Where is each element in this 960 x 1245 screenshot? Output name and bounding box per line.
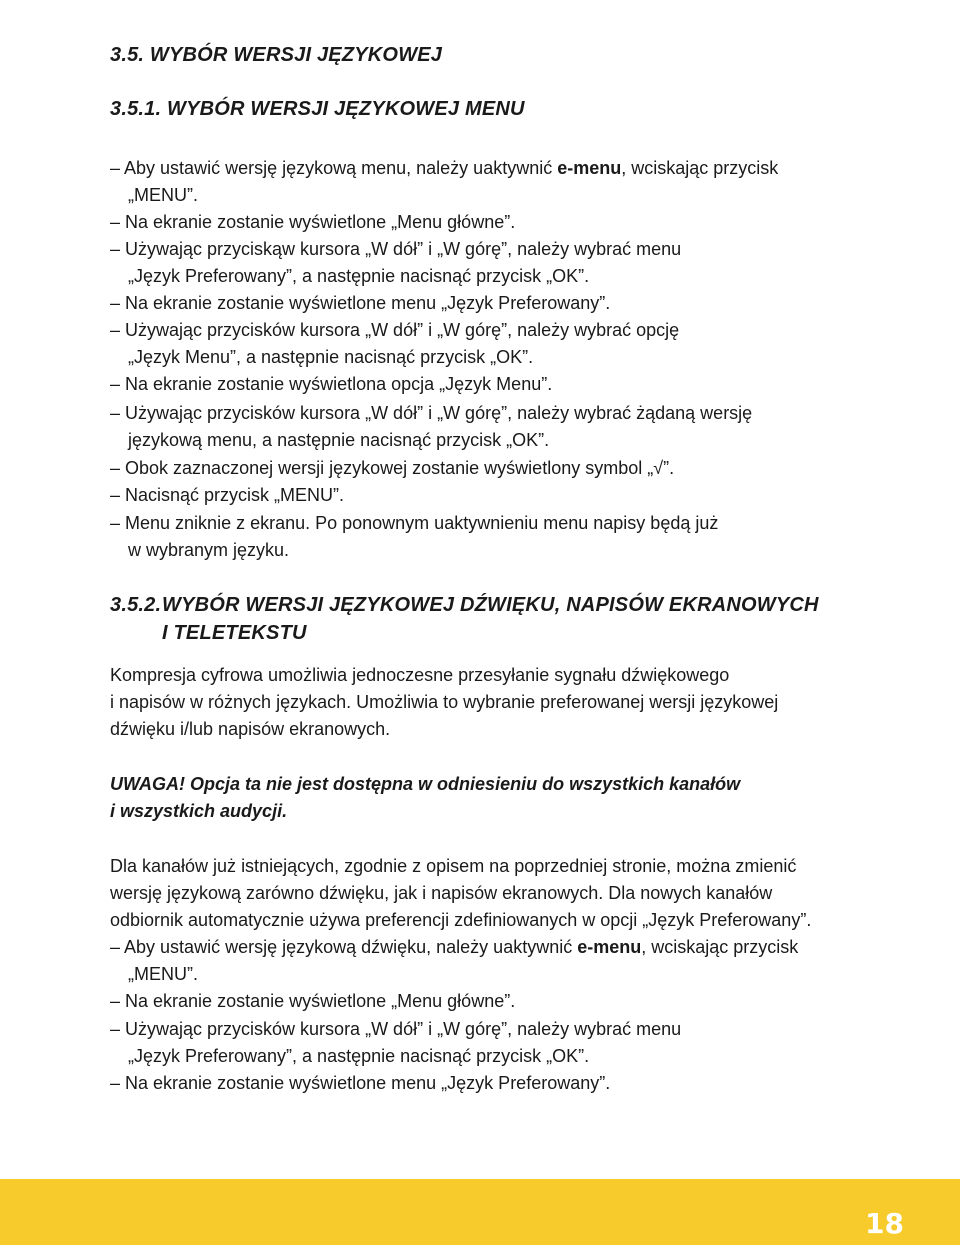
list-item-continuation: „Język Menu”, a następnie nacisnąć przycisk „OK”. <box>128 347 534 367</box>
warning-note: UWAGA! Opcja ta nie jest dostępna w odniesieniu do wszystkich kanałów <box>110 774 741 794</box>
footer-bar <box>0 1179 960 1245</box>
list-item: – Używając przycisków kursora „W dół” i „W górę”, należy wybrać żądaną wersję <box>110 400 752 427</box>
list-item: – Aby ustawić wersję językową menu, należy uaktywnić e-menu, wciskając przycisk <box>110 155 778 182</box>
list-item: – Obok zaznaczonej wersji językowej zostanie wyświetlony symbol „√”. <box>110 455 674 482</box>
list-item-continuation: w wybranym języku. <box>128 540 290 560</box>
list-item: – Menu zniknie z ekranu. Po ponownym uaktywnieniu menu napisy będą już <box>110 510 718 537</box>
list-item: – Na ekranie zostanie wyświetlona opcja „Język Menu”. <box>110 371 552 398</box>
list-item: – Używając przycisków kursora „W dół” i „W górę”, należy wybrać opcję <box>110 317 679 344</box>
list-item-continuation: „Język Preferowany”, a następnie nacisnąć przycisk „OK”. <box>128 266 590 286</box>
list-item: – Na ekranie zostanie wyświetlone menu „Język Preferowany”. <box>110 290 610 317</box>
paragraph-line: odbiornik automatycznie używa preferencji zdefiniowanych w opcji „Język Preferowany”. <box>110 910 812 930</box>
list-item-continuation: „MENU”. <box>128 185 198 205</box>
page-number: 18 <box>865 1207 904 1240</box>
warning-note-continuation: i wszystkich audycji. <box>110 801 288 821</box>
list-item-continuation: „Język Preferowany”, a następnie nacisnąć przycisk „OK”. <box>128 1046 590 1066</box>
paragraph-line: dźwięku i/lub napisów ekranowych. <box>110 719 391 739</box>
section-title: 3.5. WYBÓR WERSJI JĘZYKOWEJ <box>110 44 443 66</box>
list-item: – Aby ustawić wersję językową dźwięku, należy uaktywnić e-menu, wciskając przycisk <box>110 934 798 961</box>
paragraph-line: wersję językową zarówno dźwięku, jak i napisów ekranowych. Dla nowych kanałów <box>110 883 773 903</box>
subsection-title-menu: 3.5.1. WYBÓR WERSJI JĘZYKOWEJ MENU <box>110 98 525 120</box>
list-item: – Na ekranie zostanie wyświetlone „Menu główne”. <box>110 209 515 236</box>
list-item: – Na ekranie zostanie wyświetlone „Menu główne”. <box>110 988 515 1015</box>
paragraph-line: i napisów w różnych językach. Umożliwia to wybranie preferowanej wersji językowej <box>110 692 779 712</box>
warning-label: UWAGA! <box>110 774 185 794</box>
list-item: – Używając przyciskąw kursora „W dół” i „W górę”, należy wybrać menu <box>110 236 681 263</box>
list-item: – Używając przycisków kursora „W dół” i „W górę”, należy wybrać menu <box>110 1016 681 1043</box>
subsection-number: 3.5.2. <box>110 594 162 616</box>
paragraph-line: Kompresja cyfrowa umożliwia jednoczesne przesyłanie sygnału dźwiękowego <box>110 665 730 685</box>
subsection-title-line2: I TELETEKSTU <box>162 622 307 644</box>
subsection-title-audio <box>110 591 830 647</box>
list-item: – Na ekranie zostanie wyświetlone menu „Język Preferowany”. <box>110 1070 610 1097</box>
paragraph-line: Dla kanałów już istniejących, zgodnie z opisem na poprzedniej stronie, można zmienić <box>110 856 797 876</box>
list-item: – Nacisnąć przycisk „MENU”. <box>110 482 344 509</box>
list-item-continuation: językową menu, a następnie nacisnąć przycisk „OK”. <box>128 430 550 450</box>
list-item-continuation: „MENU”. <box>128 964 198 984</box>
subsection-title-line1: WYBÓR WERSJI JĘZYKOWEJ DŹWIĘKU, NAPISÓW EKRANOWYCH <box>162 594 819 616</box>
